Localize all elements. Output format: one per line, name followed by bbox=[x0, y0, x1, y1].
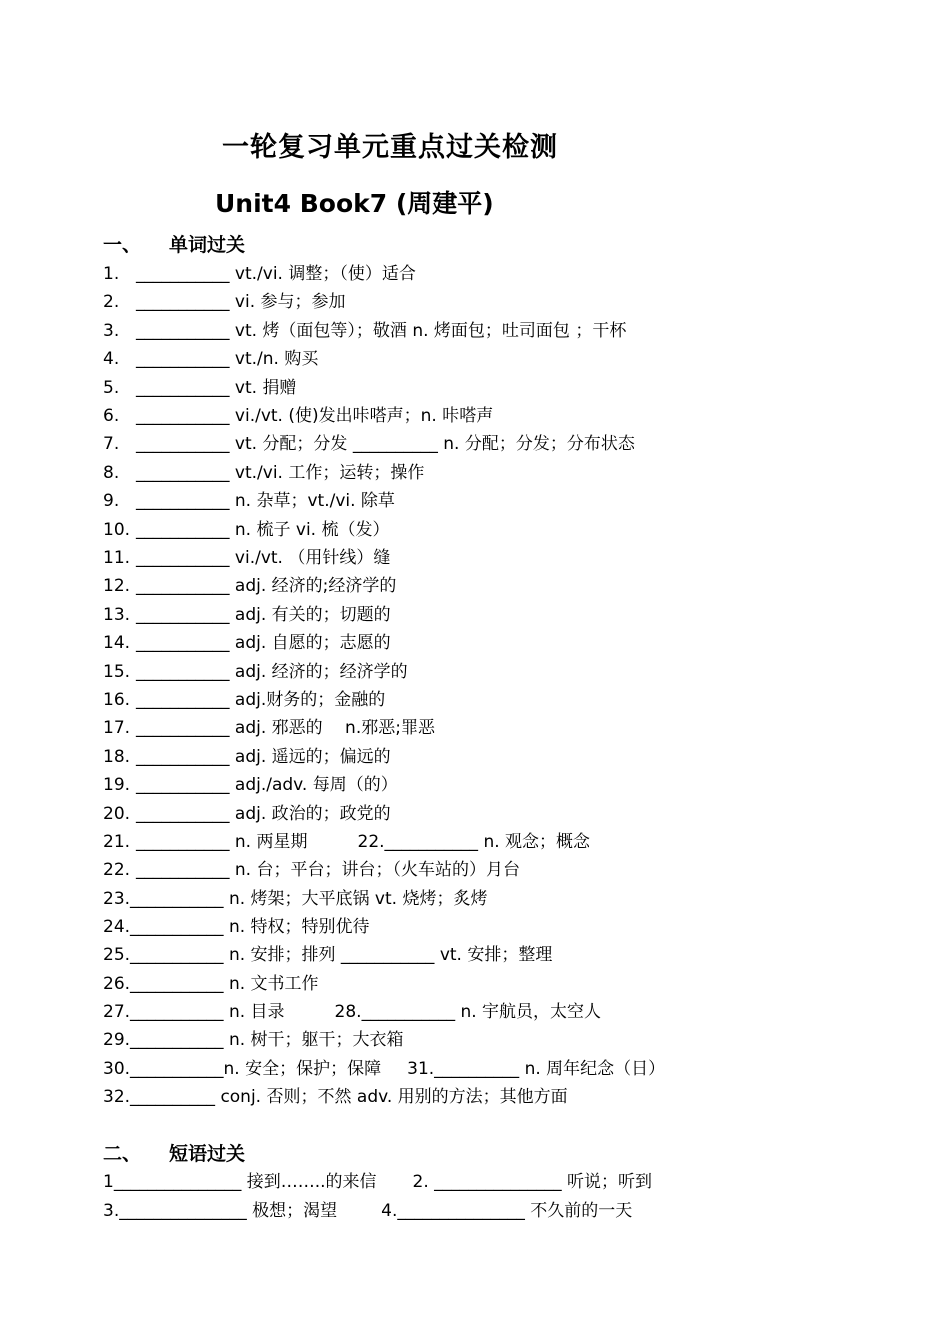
phrase-item bbox=[103, 1167, 652, 1192]
item-text: 1_______________ 接到……..的来信 bbox=[103, 1172, 377, 1192]
item-number: 12. bbox=[103, 576, 131, 597]
item-number: 19. bbox=[103, 775, 131, 796]
item-text: ___________ adj. 有关的；切题的 bbox=[136, 604, 391, 625]
item-number: 1. bbox=[103, 264, 120, 284]
item-text: ___________ adj. 经济的;经济学的 bbox=[136, 576, 397, 597]
list-item bbox=[103, 373, 296, 398]
list-item bbox=[103, 316, 626, 341]
item-text: 31.__________ n. 周年纪念（日） bbox=[407, 1059, 666, 1079]
item-number: 2. bbox=[103, 292, 120, 313]
item-text: ___________ adj./adv. 每周（的） bbox=[136, 775, 398, 796]
list-item bbox=[103, 515, 389, 540]
list-item bbox=[103, 827, 590, 852]
list-item: 25.___________ n. 安排；排列 ___________ vt. 安排；整理 bbox=[103, 945, 553, 965]
item-number: 17. bbox=[103, 718, 131, 739]
item-number: 9. bbox=[103, 491, 120, 512]
item-number: 13. bbox=[103, 604, 131, 625]
list-item bbox=[103, 657, 408, 682]
item-text: ___________ vt. 捐赠 bbox=[136, 377, 297, 398]
item-number: 22. bbox=[103, 860, 131, 880]
item-text: 22.___________ n. 观念；概念 bbox=[357, 832, 591, 852]
item-text: 30.___________n. 安全；保护；保障 bbox=[103, 1059, 382, 1079]
list-item bbox=[103, 600, 391, 625]
section-label: 短语过关 bbox=[169, 1143, 246, 1165]
list-item bbox=[103, 401, 493, 426]
section-heading-phrases bbox=[103, 1139, 245, 1166]
item-number: 8. bbox=[103, 462, 120, 483]
item-number: 16. bbox=[103, 690, 131, 710]
item-text: ___________ vt./vi. 调整；（使）适合 bbox=[136, 264, 416, 284]
item-text: 28.___________ n. 宇航员，太空人 bbox=[334, 1002, 602, 1022]
item-text: ___________ vt. 分配；分发 __________ n. 分配；分发；分布状态 bbox=[136, 434, 635, 455]
item-text: ___________ adj. 邪恶的 n.邪恶;罪恶 bbox=[136, 718, 435, 739]
item-number: 18. bbox=[103, 746, 131, 767]
list-item bbox=[103, 1054, 665, 1079]
section-number: 二、 bbox=[103, 1143, 142, 1165]
list-item bbox=[103, 742, 391, 767]
section-number: 一、 bbox=[103, 234, 142, 256]
item-text: ___________ n. 台；平台；讲台；（火车站的）月台 bbox=[136, 860, 520, 880]
item-text: 3._______________ 极想；渴望 bbox=[103, 1201, 338, 1221]
list-item bbox=[103, 628, 391, 653]
list-item bbox=[103, 543, 390, 568]
item-text: ___________ vi./vt. （用针线）缝 bbox=[136, 548, 391, 568]
page-title: 一轮复习单元重点过关检测 bbox=[222, 132, 558, 163]
list-item: 24.___________ n. 特权；特别优待 bbox=[103, 917, 370, 937]
list-item bbox=[103, 685, 385, 710]
list-item bbox=[103, 713, 435, 738]
list-item bbox=[103, 259, 416, 284]
item-number: 4. bbox=[103, 349, 120, 370]
item-text: 2. _______________ 听说；听到 bbox=[412, 1172, 653, 1192]
item-number: 5. bbox=[103, 377, 120, 398]
phrase-item bbox=[103, 1196, 632, 1221]
item-number: 6. bbox=[103, 406, 120, 426]
item-text: ___________ n. 梳子 vi. 梳（发） bbox=[136, 519, 390, 540]
list-item bbox=[103, 770, 398, 795]
item-number: 20. bbox=[103, 803, 131, 824]
item-number: 21. bbox=[103, 832, 131, 852]
section-label: 单词过关 bbox=[169, 234, 246, 256]
item-text: ___________ adj.财务的；金融的 bbox=[136, 690, 386, 710]
item-text: ___________ adj. 自愿的；志愿的 bbox=[136, 633, 391, 654]
list-item bbox=[103, 429, 635, 454]
item-text: ___________ n. 杂草；vt./vi. 除草 bbox=[136, 491, 395, 512]
item-number: 3. bbox=[103, 320, 120, 341]
item-text: ___________ adj. 遥远的；偏远的 bbox=[136, 746, 391, 767]
list-item: 32.__________ conj. 否则；不然 adv. 用别的方法；其他方面 bbox=[103, 1087, 568, 1107]
list-item bbox=[103, 486, 395, 511]
list-item: 29.___________ n. 树干；躯干；大衣箱 bbox=[103, 1030, 404, 1050]
item-text: ___________ vt./n. 购买 bbox=[136, 349, 319, 370]
item-text: ___________ adj. 经济的；经济学的 bbox=[136, 661, 408, 682]
page-subtitle: Unit4 Book7 (周建平) bbox=[215, 189, 494, 218]
list-item bbox=[103, 571, 396, 596]
list-item: 23.___________ n. 烤架；大平底锅 vt. 烧烤；炙烤 bbox=[103, 889, 488, 909]
list-item bbox=[103, 997, 601, 1022]
item-text: ___________ vt. 烤（面包等）；敬酒 n. 烤面包；吐司面包 ；干杯 bbox=[136, 320, 627, 341]
item-number: 7. bbox=[103, 434, 120, 455]
list-item bbox=[103, 287, 346, 312]
list-item bbox=[103, 344, 318, 369]
item-text: ___________ adj. 政治的；政党的 bbox=[136, 803, 391, 824]
list-item: 26.___________ n. 文书工作 bbox=[103, 974, 319, 994]
list-item bbox=[103, 458, 424, 483]
item-number: 15. bbox=[103, 661, 131, 682]
list-item bbox=[103, 855, 520, 880]
item-number: 14. bbox=[103, 633, 131, 654]
item-text: ___________ vi./vt. (使)发出咔嗒声；n. 咔嗒声 bbox=[136, 406, 494, 426]
list-item bbox=[103, 799, 391, 824]
item-text: ___________ n. 两星期 bbox=[136, 832, 308, 852]
item-text: ___________ vt./vi. 工作；运转；操作 bbox=[136, 462, 425, 483]
item-number: 10. bbox=[103, 519, 131, 540]
item-text: 4._______________ 不久前的一天 bbox=[381, 1201, 633, 1221]
item-text: ___________ vi. 参与；参加 bbox=[136, 292, 346, 313]
section-heading-words bbox=[103, 230, 245, 257]
item-text: 27.___________ n. 目录 bbox=[103, 1002, 285, 1022]
item-number: 11. bbox=[103, 548, 131, 568]
